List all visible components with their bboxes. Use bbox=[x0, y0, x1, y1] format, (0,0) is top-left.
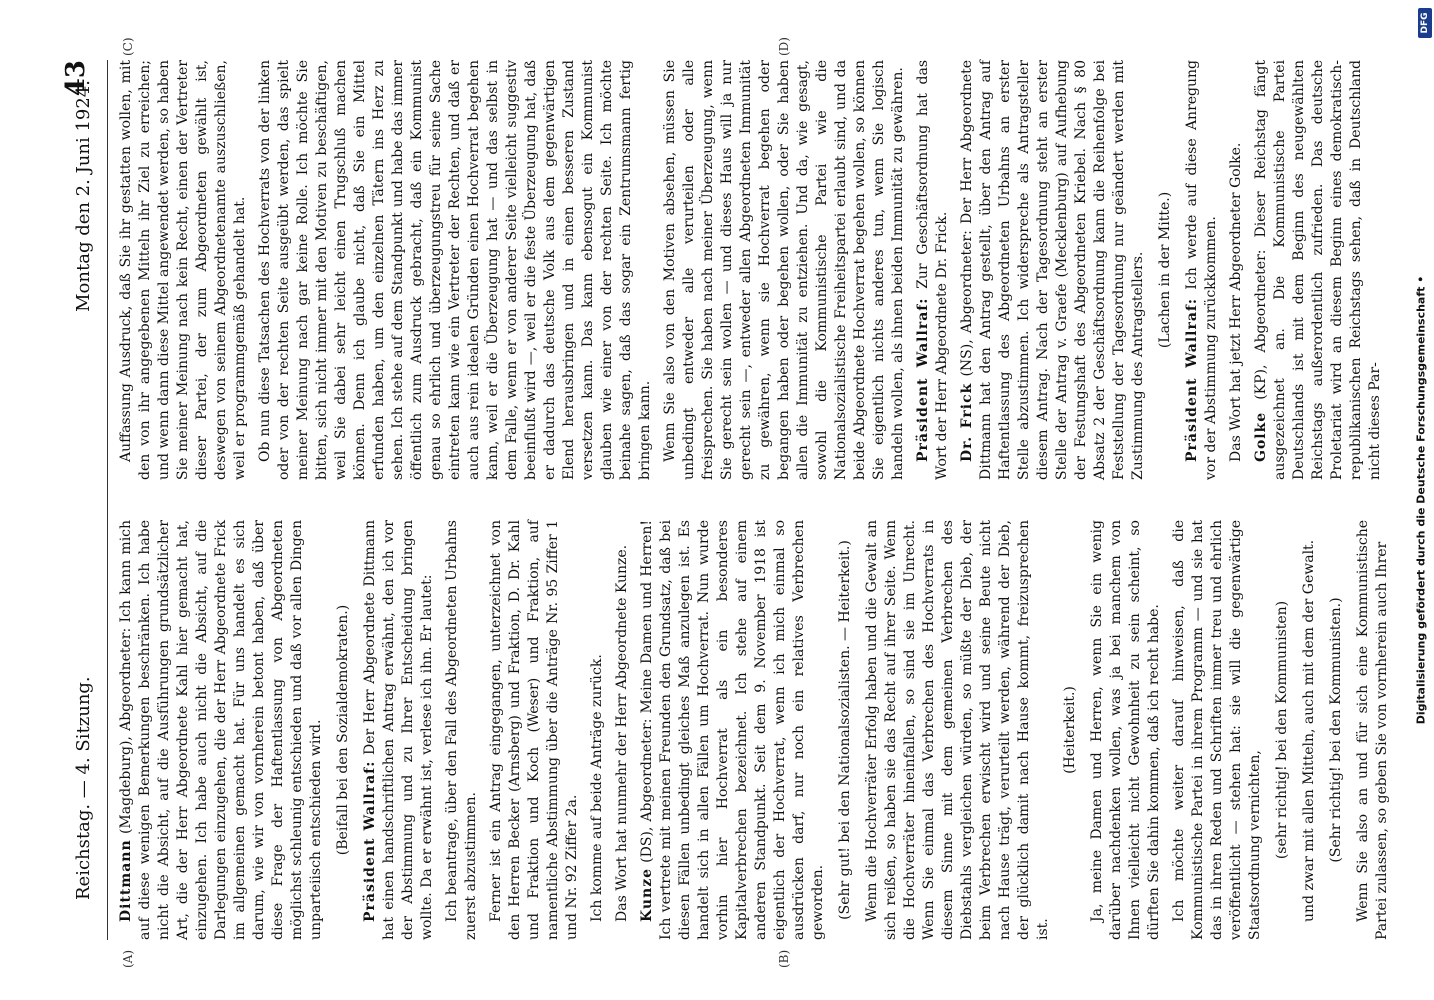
paragraph bbox=[958, 60, 1148, 480]
paragraph-text: Ferner ist ein Antrag eingegangen, unterzeichnet von den Herren Becker (Arnsberg) und Fraktion, D. Dr. Kahl und Fraktion und Koch (Weser) und Fraktion, auf namentliche Abstimmung über die Anträge Nr. 95 Ziffer 1 und Nr. 92 Ziffer 2a. bbox=[488, 520, 580, 940]
document-page bbox=[61, 37, 1390, 968]
paragraph-text: Ich kann mich auf diese wenigen Bemerkungen beschränken. Ich habe nicht die Absicht, auf die Ausführungen grundsätzlicher Art, die der Herr Abgeordnete Kahl hier gemacht hat, einzugehen. Ich habe auch nicht die Absicht, auf die Darlegungen einzugehen, die der Herr Abgeordnete Frick im allgemeinen gemacht hat. Für uns handelt es sich darum, wie wir von vornherein betont haben, daß über diese Frage der Haftentlassung von Abgeordneten möglichst schleunig entschieden und daß vor allen Dingen unparteiisch entschieden wird. bbox=[118, 519, 324, 940]
margin-marker-b: (B) bbox=[777, 949, 791, 968]
interjection: (Sehr richtig! bei den Kommunisten.) bbox=[1328, 597, 1344, 863]
paragraph bbox=[1170, 520, 1265, 940]
paragraph-text: Auffassung Ausdruck, daß Sie ihr gestatten wollen, mit den von ihr angegebenen Mitteln ihr Ziel zu erreichen; und wenn dann diese Mittel angewendet werden, so haben Sie meiner Meinung nach kein Recht, einen der Vertreter dieser Partei, der zum Abgeordneten gewählt ist, deswegen von seinem Abgeordnetenamte auszuschließen, weil er programmgemäß gehandelt hat. bbox=[118, 60, 248, 480]
paragraph-text: Ich beantrage, über den Fall des Abgeordneten Urbahns zuerst abzustimmen. bbox=[444, 520, 479, 940]
paragraph-text: Wenn Sie also von den Motiven absehen, müssen Sie unbedingt entweder alle verurteilen oder alle freisprechen. Sie haben nach meiner Überzeugung, wenn Sie gerecht sein wollen — und dieses Haus will ja nur gerecht sein —, entweder allen Abgeordneten Immunität zu gewähren, wenn sie Hochverrat begehen oder begangen haben oder begehen wollen, oder Sie haben allen die Immunität zu entziehen. Und da, wie gesagt, sowohl die Kommunistische Partei wie die Nationalsozialistische Freiheitspartei erlaubt sind, und da beide Abgeordnete Hochverrat begehen wollen, so können Sie eigentlich nichts anderes tun, wenn Sie logisch handeln wollen, als ihnen beiden Immunität zu gewähren. bbox=[662, 60, 906, 480]
margin-marker-d: (D) bbox=[777, 37, 791, 56]
paragraph bbox=[1227, 60, 1246, 480]
paragraph-text: Ich möchte weiter darauf hinweisen, daß die Kommunistische Partei in ihrem Programm — und sie hat das in ihren Reden und Schriften immer treu und ehrlich veröffentlicht — stehen hat: sie will die gegenwärtige Staatsordnung vernichten, bbox=[1171, 520, 1263, 940]
paragraph bbox=[588, 520, 607, 940]
paragraph bbox=[638, 520, 828, 940]
paragraph-text: Wenn die Hochverräter Erfolg haben und die Gewalt an sich reißen, so haben sie das Recht auf ihrer Seite. Wenn die Hochverräter hineinfallen, so sind sie im Unrecht. Wenn Sie einmal das Verbrechen des Hochverrats in diesem Sinne mit dem gemeinen Verbrechen des Diebstahls vergleichen würden, so müßte der Dieb, der beim Verbrechen erwischt wird und seine Beute nicht nach Hause trägt, verurteilt werden, während der Dieb, der glücklich damit nach Hause kommt, freizusprechen ist. bbox=[864, 520, 1051, 940]
left-column bbox=[117, 519, 1390, 940]
dfg-logo bbox=[1418, 8, 1432, 38]
paragraph bbox=[863, 520, 1053, 940]
paragraph-text: Der Herr Abgeordnete Dittmann hat den Antrag gestellt, über den Antrag auf Haftentlassung des Abgeordneten Urbahns an erster Stelle abzustimmen. Ich widerspreche als Antragsteller diesem Antrag. Nach der Tagesordnung steht an erster Stelle der Antrag v. Graefe (Mecklenburg) auf Aufhebung der Festungshaft des Abgeordneten Kriebel. Nach § 80 Absatz 2 der Geschäftsordnung kann die Reihenfolge bei Feststellung der Tagesordnung nur geändert werden mit Zustimmung des Antragstellers. bbox=[959, 60, 1146, 480]
paragraph bbox=[1300, 520, 1319, 940]
paragraph bbox=[443, 520, 481, 940]
speaker-name: Kunze bbox=[639, 867, 655, 922]
page-number: 43 bbox=[61, 60, 91, 97]
speaker-name: Golke bbox=[1253, 411, 1269, 462]
right-column bbox=[117, 59, 1383, 480]
interjection: (sehr richtig! bei den Kommunisten) bbox=[1274, 600, 1290, 860]
paragraph bbox=[1183, 60, 1221, 480]
paragraph-text: Das Wort hat nunmehr der Herr Abgeordnete Kunze. bbox=[614, 544, 630, 922]
speaker-name: Dr. Frick bbox=[959, 382, 975, 462]
paragraph bbox=[117, 60, 250, 480]
paragraph-text: Ob nun diese Tatsachen des Hochverrats von der linken oder von der rechten Seite ausgeübt werden, das spielt meiner Meinung nach gar keine Rolle. Ich möchte Sie bitten, sich nicht immer mit den Motiven zu beschäftigen, weil Sie dabei sehr leicht einen Trugschluß machen können. Denn ich glaube nicht, daß Sie ein Mittel erfunden haben, um den einzelnen Tätern ins Herz zu sehen. Ich stehe auf dem Standpunkt und habe das immer öffentlich zum Ausdruck gebracht, daß ein Kommunist genau so ehrlich und überzeugungstreu für seine Sache eintreten kann wie ein Vertreter der Rechten, und daß er auch aus rein idealen Gründen einen Hochverrat begehen kann, weil er die Überzeugung hat — und das selbst in dem Falle, wenn er von anderer Seite vielleicht suggestiv beeinflußt wird —, weil er die feste Überzeugung hat, daß er dadurch das deutsche Volk aus dem gegenwärtigen Elend herausbringen und in einen besseren Zustand versetzen kann. Das kann ebensogut ein Kommunist glauben wie einer von der rechten Seite. Ich möchte beinahe sagen, daß das sogar ein Zentrumsmann fertig bringen kann. bbox=[257, 60, 653, 480]
speaker-name: Präsident Wallraf: bbox=[362, 760, 378, 922]
paragraph-text: Ja, meine Damen und Herren, wenn Sie ein wenig darüber nachdenken wollen, was ja bei manchem von Ihnen vielleicht nicht Gewohnheit zu sein scheint, so dürften Sie dahin kommen, daß ich recht habe. bbox=[1089, 520, 1162, 940]
paragraph bbox=[1088, 520, 1164, 940]
speaker-name: Präsident Wallraf: bbox=[1184, 297, 1200, 462]
header-left: Reichstag. — 4. Sitzung. bbox=[73, 676, 94, 900]
speaker-note: (DS), Abgeordneter: bbox=[639, 718, 655, 863]
paragraph-text: Zur Geschäftsordnung hat das Wort der Herr Abgeordnete Dr. Frick. bbox=[915, 59, 950, 480]
paragraph bbox=[613, 520, 632, 940]
paragraph bbox=[256, 60, 655, 480]
paragraph-text: Ich komme auf beide Anträge zurück. bbox=[589, 654, 605, 922]
attribution-text: Digitalisierung gefördert durch die Deutsche Forschungsgemeinschaft • bbox=[1414, 275, 1428, 725]
paragraph bbox=[661, 60, 908, 480]
paragraph-text: Ich werde auf diese Anregung vor der Abstimmung zurückkommen. bbox=[1184, 60, 1219, 480]
dfg-logo-label: DFG bbox=[1420, 12, 1430, 34]
attribution-strip bbox=[1412, 6, 1430, 994]
paragraph bbox=[117, 520, 326, 940]
paragraph-text: Der Herr Abgeordnete Dittmann hat einen handschriftlichen Antrag erwähnt, den ich vor der Abstimmung und zu Ihrer Entscheidung bringen wollte. Da er erwähnt ist, verlese ich ihn. Er lautet: bbox=[362, 519, 435, 940]
paragraph-text: Dieser Reichstag fängt ausgezeichnet an. Die Kommunistische Partei Deutschlands ist mit dem Beginn des neugewählten Reichstags außerordentlich zufrieden. Das deutsche Proletariat wird an diesem Beginn eines demokratisch-republikanischen Reichstags sehen, daß in Deutschland nicht dieses Par- bbox=[1253, 60, 1383, 480]
interjection: (Sehr gut! bei den Nationalsozialisten. — Heiterkeit.) bbox=[837, 540, 853, 920]
speaker-note: (Magdeburg), Abgeordneter: bbox=[118, 627, 134, 835]
speaker-note: (KP), Abgeordneter: bbox=[1253, 249, 1269, 400]
interjection: (Lachen in der Mitte.) bbox=[1157, 191, 1173, 349]
speaker-name: Präsident Wallraf: bbox=[915, 297, 931, 462]
paragraph-text: Das Wort hat jetzt Herr Abgeordneter Golke. bbox=[1228, 142, 1244, 462]
paragraph bbox=[1252, 60, 1385, 480]
paragraph bbox=[914, 60, 952, 480]
page-header bbox=[61, 60, 108, 940]
speaker-note: (NS), Abgeordneter: bbox=[959, 230, 975, 377]
margin-marker-a: (A) bbox=[121, 949, 135, 968]
paragraph-text: Meine Damen und Herren! Ich vertrete mit meinen Freunden den Grundsatz, daß bei diesen Fällen unbedingt gleiches Maß anzulegen ist. Es handelt sich in allen Fällen um Hochverrat. Nun wurde vorhin hier Hochverrat als ein besonderes Kapitalverbrechen bezeichnet. Ich stehe auf einem anderen Standpunkt. Seit dem 9. November 1918 ist eigentlich der Hochverrat, wenn ich mich einmal so ausdrücken darf, nur noch ein relatives Verbrechen geworden. bbox=[639, 519, 826, 940]
interjection: (Heiterkeit.) bbox=[1062, 686, 1078, 774]
paragraph-text: und zwar mit allen Mitteln, auch mit dem der Gewalt. bbox=[1301, 539, 1317, 922]
interjection: (Beifall bei den Sozialdemokraten.) bbox=[335, 604, 351, 856]
speaker-name: Dittmann bbox=[118, 839, 134, 922]
header-date: Montag den 2. Juni 1924. bbox=[73, 80, 94, 312]
margin-marker-c: (C) bbox=[121, 37, 135, 56]
paragraph bbox=[487, 520, 582, 940]
paragraph-text: Wenn Sie also an und für sich eine Kommunistische Partei zulassen, so geben Sie von vornherein auch Ihrer bbox=[1355, 520, 1390, 940]
paragraph bbox=[361, 520, 437, 940]
paragraph bbox=[1354, 520, 1392, 940]
